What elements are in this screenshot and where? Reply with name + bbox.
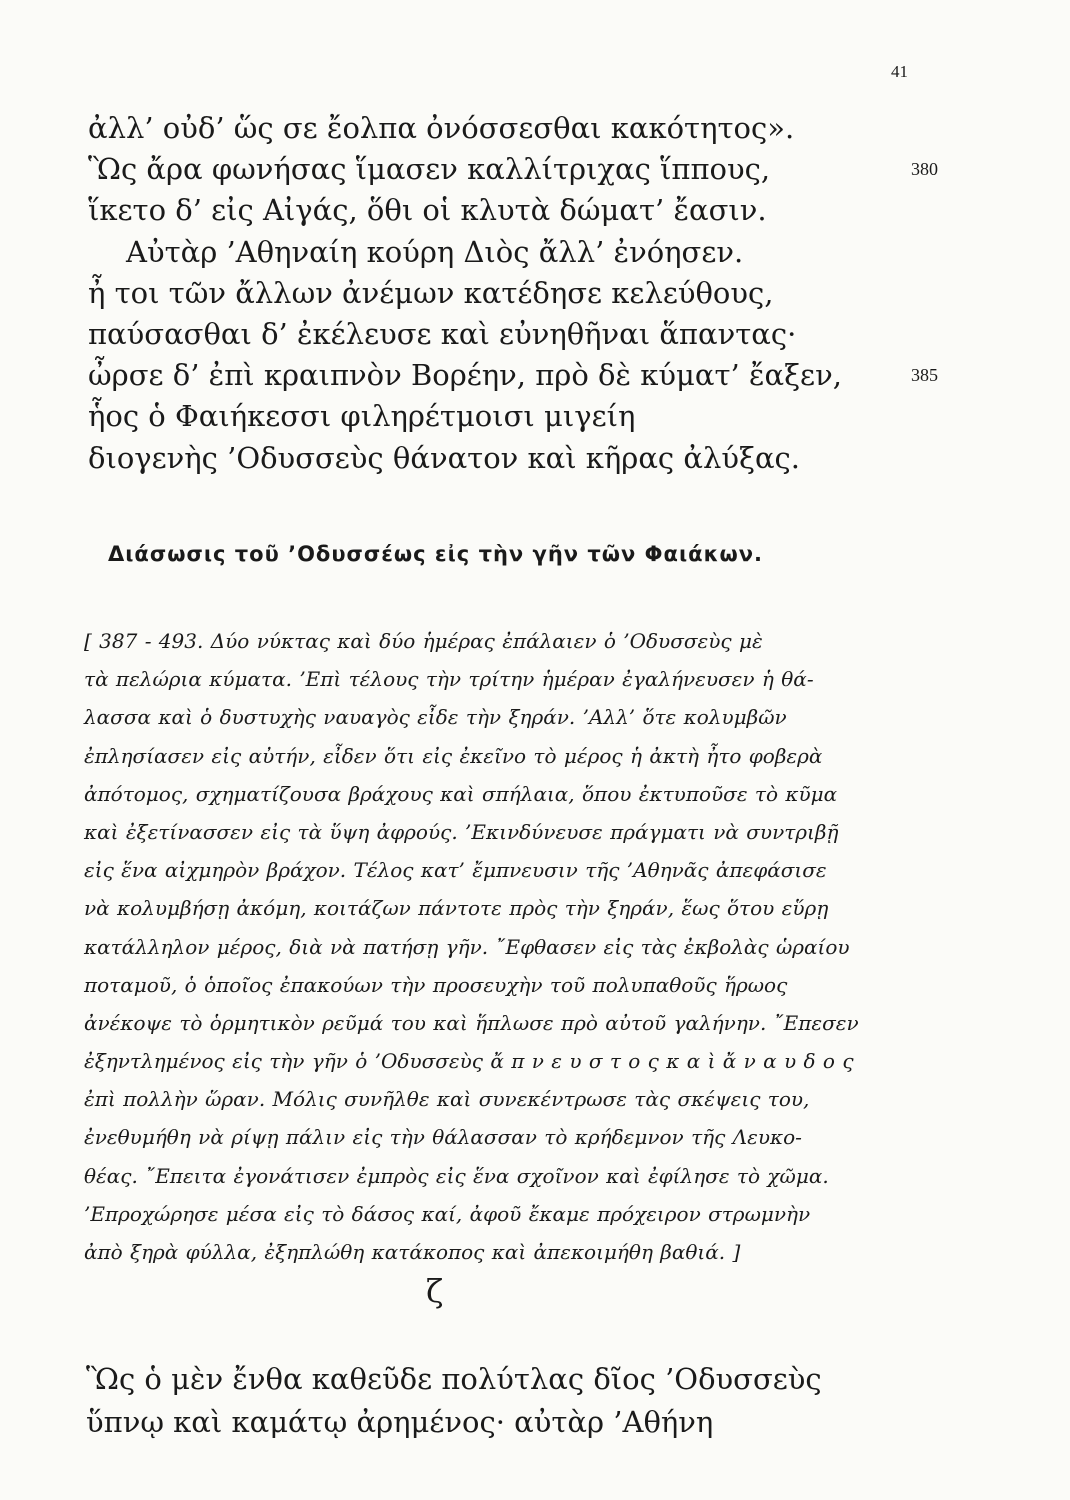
- section-heading: Διάσωσις τοῦ ’Οδυσσέως εἰς τὴν γῆν τῶν Φαιάκων.: [108, 542, 764, 566]
- verse-text: ὕπνῳ καὶ καμάτῳ ἀρημένος· αὐτὰρ ’Αθήνη: [86, 1405, 714, 1439]
- verse-text: ἀλλ’ οὐδ’ ὥς σε ἔολπα ὀνόσσεσθαι κακότητος».: [88, 111, 795, 145]
- verse-text: ἧος ὁ Φαιήκεσσι φιληρέτμοισι μιγείη: [88, 399, 636, 434]
- summary-block: [84, 622, 929, 1271]
- verse-line: [88, 396, 928, 437]
- verse-line: [86, 1401, 926, 1444]
- summary-line: νὰ κολυμβήσῃ ἀκόμη, κοιτάζων πάντοτε πρὸς τὴν ξηράν, ἕως ὅτου εὕρῃ: [84, 896, 829, 921]
- verse-text: ἵκετο δ’ εἰς Αἰγάς, ὅθι οἱ κλυτὰ δώματ’ ἔασιν.: [88, 193, 767, 228]
- summary-line: ἐπὶ πολλὴν ὥραν. Μόλις συνῆλθε καὶ συνεκέντρωσε τὰς σκέψεις του,: [84, 1087, 810, 1112]
- verse-line: [86, 1358, 926, 1401]
- verse-text: ἦ τοι τῶν ἄλλων ἀνέμων κατέδησε κελεύθους,: [88, 275, 774, 310]
- verse-line: [88, 355, 938, 396]
- summary-line: ἀπότομος, σχηματίζουσα βράχους καὶ σπήλαια, ὅπου ἐκτυποῦσε τὸ κῦμα: [84, 781, 838, 806]
- verse-line: [88, 232, 928, 273]
- verse-text: Ὣς ὁ μὲν ἔνθα καθεῦδε πολύτλας δῖος ’Οδυσσεὺς: [86, 1362, 822, 1396]
- summary-line: ’Επροχώρησε μέσα εἰς τὸ δάσος καί, ἀφοῦ ἔκαμε πρόχειρον στρωμνὴν: [84, 1201, 811, 1226]
- verse-block-2: [86, 1358, 926, 1444]
- verse-line: [88, 149, 938, 190]
- summary-line: κατάλληλον μέρος, διὰ νὰ πατήσῃ γῆν. ῎Εφθασεν εἰς τὰς ἐκβολὰς ὡραίου: [84, 934, 850, 959]
- summary-line: καὶ ἐξετίνασσεν εἰς τὰ ὕψη ἀφρούς. ’Εκινδύνευσε πράγματι νὰ συντριβῇ: [84, 819, 839, 844]
- verse-line: [88, 273, 928, 314]
- summary-line: ἀπὸ ξηρὰ φύλλα, ἐξηπλώθη κατάκοπος καὶ ἀπεκοιμήθη βαθιά. ]: [84, 1240, 741, 1264]
- summary-line: εἰς ἕνα αἰχμηρὸν βράχον. Τέλος κατ’ ἔμπνευσιν τῆς ’Αθηνᾶς ἀπεφάσισε: [84, 858, 827, 883]
- summary-line: [ 387 - 493. Δύο νύκτας καὶ δύο ἡμέρας ἐπάλαιεν ὁ ’Οδυσσεὺς μὲ: [84, 629, 763, 653]
- verse-line: [88, 438, 928, 479]
- summary-line: λασσα καὶ ὁ δυστυχὴς ναυαγὸς εἶδε τὴν ξηράν. ’Αλλ’ ὅτε κολυμβῶν: [84, 705, 787, 730]
- summary-line: ποταμοῦ, ὁ ὁποῖος ἐπακούων τὴν προσευχὴν τοῦ πολυπαθοῦς ἥρωος: [84, 972, 788, 997]
- verse-line: [88, 190, 928, 231]
- summary-line: ἐξηντλημένος εἰς τὴν γῆν ὁ ’Οδυσσεὺς ἄ π ν ε υ σ τ ο ς κ α ὶ ἄ ν α υ δ ο ς: [84, 1049, 854, 1074]
- verse-text: Αὐτὰρ ’Αθηναίη κούρη Διὸς ἄλλ’ ἐνόησεν.: [126, 234, 744, 269]
- book-letter: ζ: [426, 1272, 444, 1310]
- summary-line: τὰ πελώρια κύματα. ’Επὶ τέλους τὴν τρίτην ἡμέραν ἐγαλήνευσεν ἡ θά-: [84, 667, 814, 692]
- summary-line: ἀνέκοψε τὸ ὁρμητικὸν ρεῦμά του καὶ ἥπλωσε πρὸ αὐτοῦ γαλήνην. ῎Επεσεν: [84, 1010, 859, 1035]
- verse-text: διογενὴς ’Οδυσσεὺς θάνατον καὶ κῆρας ἀλύξας.: [88, 440, 801, 475]
- verse-text: Ὣς ἄρα φωνήσας ἵμασεν καλλίτριχας ἵππους,: [88, 152, 771, 187]
- summary-line: ἐπλησίασεν εἰς αὐτήν, εἶδεν ὅτι εἰς ἐκεῖνο τὸ μέρος ἡ ἀκτὴ ἦτο φοβερὰ: [84, 743, 823, 768]
- verse-text: ὦρσε δ’ ἐπὶ κραιπνὸν Βορέην, πρὸ δὲ κύματ’ ἔαξεν,: [88, 358, 842, 393]
- page-number: 41: [891, 62, 908, 81]
- verse-block: [88, 108, 938, 479]
- verse-text: παύσασθαι δ’ ἐκέλευσε καὶ εὐνηθῆναι ἅπαντας·: [88, 316, 797, 351]
- verse-line: [88, 108, 928, 149]
- summary-line: θέας. ῎Επειτα ἐγονάτισεν ἐμπρὸς εἰς ἕνα σχοῖνον καὶ ἐφίλησε τὸ χῶμα.: [84, 1163, 829, 1188]
- line-number: 380: [911, 159, 938, 180]
- verse-line: [88, 314, 928, 355]
- line-number: 385: [911, 365, 938, 386]
- summary-line: ἐνεθυμήθη νὰ ρίψῃ πάλιν εἰς τὴν θάλασσαν τὸ κρήδεμνον τῆς Λευκο-: [84, 1125, 802, 1150]
